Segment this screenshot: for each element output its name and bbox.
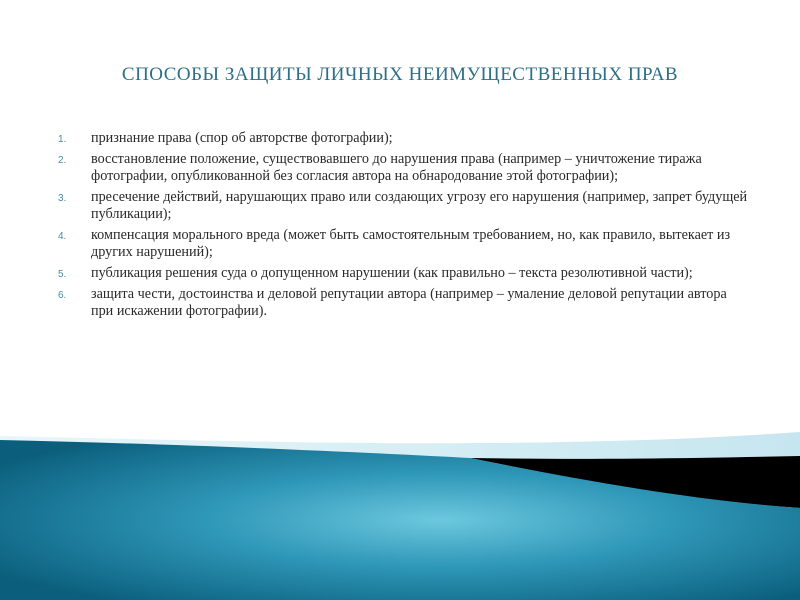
list-item — [58, 130, 748, 147]
list-item — [58, 265, 748, 282]
list-item — [58, 151, 748, 185]
list-item-text: защита чести, достоинства и деловой репутации автора (например – умаление деловой репутации автора при искажении фотографии). — [91, 286, 727, 319]
list-item-text: восстановление положение, существовавшего до нарушения права (например – уничтожение тиража фотографии, опубликованной без согласия автора на обнародование этой фотографии); — [91, 151, 702, 184]
list-item-text: публикация решения суда о допущенном нарушении (как правильно – текста резолютивной части); — [91, 265, 693, 281]
list-item-text: компенсация морального вреда (может быть самостоятельным требованием, но, как правило, вытекает из других нарушений); — [91, 227, 731, 260]
list-item-number: 4. — [58, 231, 67, 242]
list-item-number: 1. — [58, 134, 67, 145]
methods-list — [58, 130, 748, 324]
list-item-number: 3. — [58, 193, 67, 204]
list-item-text: признание права (спор об авторстве фотографии); — [91, 130, 393, 146]
list-item — [58, 227, 748, 261]
slide-title: СПОСОБЫ ЗАЩИТЫ ЛИЧНЫХ НЕИМУЩЕСТВЕННЫХ ПРАВ — [121, 64, 679, 85]
list-item — [58, 286, 748, 320]
list-item-text: пресечение действий, нарушающих право или создающих угрозу его нарушения (например, запрет будущей публикации); — [91, 189, 748, 222]
list-item-number: 6. — [58, 290, 67, 301]
list-item — [58, 189, 748, 223]
list-item-number: 2. — [58, 155, 67, 166]
list-item-number: 5. — [58, 269, 67, 280]
